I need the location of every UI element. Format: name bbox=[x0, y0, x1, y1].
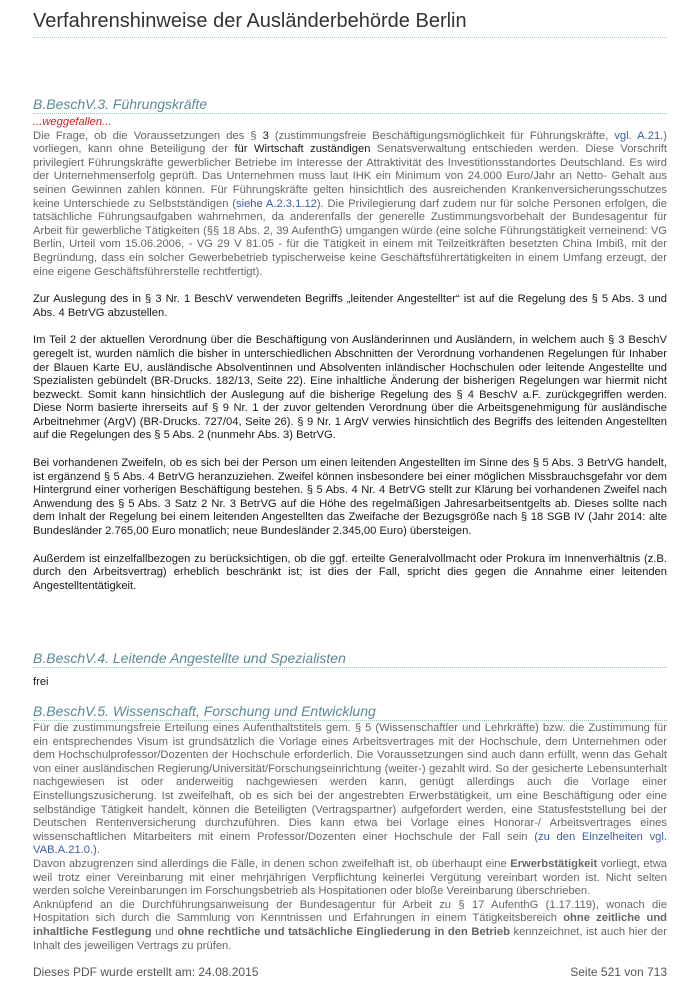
reference-link-a21[interactable]: vgl. A.21. bbox=[614, 129, 664, 142]
footer-created-date: Dieses PDF wurde erstellt am: 24.08.2015 bbox=[33, 965, 259, 979]
section-body-fuehrungskraefte bbox=[33, 116, 667, 593]
section-title-fuehrungskraefte: B.BeschV.3. Führungskräfte bbox=[33, 96, 667, 114]
section-title-leitende-angestellte: B.BeschV.4. Leitende Angestellte und Spezialisten bbox=[33, 650, 667, 668]
page-header: Verfahrenshinweise der Ausländerbehörde Berlin bbox=[33, 10, 667, 38]
paragraph-1: Für die zustimmungsfreie Erteilung eines Aufenthaltstitels gem. § 5 (Wissenschaftler und Lehrkräfte) bzw. die Zustimmung für ein entsprechendes Visum ist grundsätzlich die Vorlage eines Arbeitsvertrages mit der Hochschule, dem Unternehmen oder dem Hochschulprofessor/Dozenten der Hochschule erforderlich. Die Voraussetzungen sind auch dann erfüllt, wenn das Gehalt von einer ausländischen Regierung/Universität/Forschungseinrichtung (weiter-) gezahlt wird. So der gesicherte Lebensunterhalt nachgewiesen ist oder anderweitig nachgewiesen werden kann, genügt allerdings auch die Vorlage einer Einstellungszusicherung. Ist zweifelhaft, ob es sich bei der angestrebten Erwerbstätigkeit, um eine Beschäftigung oder eine selbständige Tätigkeit handelt, können die Beteiligten (Vertragspartner) aufgefordert werden, eine Statusfeststellung bei der Deutschen Rentenversicherung durchzuführen. Dies kann etwa bei Vorlage eines Honorar-/ Arbeitsvertrages eines wissenschaftlichen Mitarbeiters mit einem Professor/Dozenten einer Hochschule der Fall sein (zu den Einzelheiten vgl. VAB.A.21.0.). bbox=[33, 722, 667, 857]
reference-link-vab-a21[interactable]: (zu den Einzelheiten vgl. VAB.A.21.0.). bbox=[33, 830, 667, 857]
paragraph-5: Außerdem ist einzelfallbezogen zu berücksichtigen, ob die ggf. erteilte Generalvollmacht oder Prokura im Innenverhältnis (z.B. durch den Arbeitsvertrag) erheblich beschränkt ist; ist dies der Fall, spricht dies gegen die Annahme einer leitenden Angestelltentätigkeit. bbox=[33, 552, 667, 592]
paragraph-2: Davon abzugrenzen sind allerdings die Fälle, in denen schon zweifelhaft ist, ob überhaupt eine Erwerbstätigkeit vorliegt, etwa weil trotz einer Vereinbarung mit einer mehrjährigen Verpflichtung keinerlei Vergütung vereinbart worden ist. Nicht selten werden solche Vereinbarungen im Forschungsbetrieb als Hospitationen oder bloße Vereinbarung überschrieben. bbox=[33, 857, 667, 898]
footer-page-number: Seite 521 von 713 bbox=[570, 965, 667, 979]
section-body-wissenschaft bbox=[33, 722, 667, 953]
paragraph-1: Die Frage, ob die Voraussetzungen des § 3 (zustimmungsfreie Beschäftigungsmöglichkeit für Führungskräfte, vgl. A.21.) vorliegen, kann ohne Beteiligung der für Wirtschaft zuständigen Senatsverwaltung entschieden werden. Diese Vorschrift privilegiert Führungskräfte gewerblicher Betriebe im Interesse der Attraktivität des Investitionsstandortes Deutschland. Es wird der Unternehmenserfolg geprüft. Das Unternehmen muss laut IHK ein Minimum von 24.000 Euro/Jahr an Netto- Gehalt aus seinen Gewinnen zahlen können. Für Führungskräfte gelten hinsichtlich des ausreichenden Krankenversicherungsschutzes keine Unterschiede zu Selbstständigen (siehe A.2.3.1.12). Die Privilegierung darf zudem nur für solche Personen erfolgen, die tatsächliche Führungsaufgaben wahrnehmen, da anderenfalls der generelle Zustimmungsvorbehalt der Bundesagentur für Arbeit für gewerbliche Tätigkeiten (§§ 18 Abs. 2, 39 AufenthG) umgangen würde (eine solche Führungstätigkeit verneinend: VG Berlin, Urteil vom 15.06.2006, - VG 29 V 81.05 - für die Tätigkeit in einem mit Teilzeitkräften besetzten China Imbiß, mit der Begründung, dass ein solcher Gewerbebetrieb typischerweise keine Geschäftsführertätigkeiten in einem Umfang erzeugt, der eine eigene Geschäftsführerstelle rechtfertigt). bbox=[33, 129, 668, 278]
removed-note: ...weggefallen... bbox=[33, 116, 112, 128]
paragraph-4: Bei vorhandenen Zweifeln, ob es sich bei der Person um einen leitenden Angestellten im Sinne des § 5 Abs. 3 BetrVG handelt, ist ergänzend § 5 Abs. 4 BetrVG heranzuziehen. Zweifel können insbesondere bei einer möglichen Missbrauchsgefahr vor dem Hintergrund einer vorherigen Beschäftigung bestehen. § 5 Abs. 4 Nr. 4 BetrVG stellt zur Klärung bei vorhandenen Zweifel nach Anwendung des § 5 Abs. 3 Satz 2 Nr. 3 BetrVG auf die Höhe des regelmäßigen Jahresarbeitsentgelts ab. Dieses sollte nach dem Inhalt der Regelung bei einem leitenden Angestellten das Zweifache der Bezugsgröße nach § 18 SGB IV (Jahr 2014: alte Bundesländer 2.765,00 Euro monatlich; neue Bundesländer 2.345,00 Euro) übersteigen. bbox=[33, 457, 667, 538]
section-body-leitende-angestellte: frei bbox=[33, 676, 49, 688]
reference-link-a2-3-1-12[interactable]: siehe A.2.3.1.12 bbox=[235, 197, 317, 210]
paragraph-2: Zur Auslegung des in § 3 Nr. 1 BeschV verwendeten Begriffs „leitender Angestellter“ ist auf die Regelung des § 5 Abs. 3 und Abs. 4 BetrVG abzustellen. bbox=[33, 293, 667, 319]
paragraph-3: Im Teil 2 der aktuellen Verordnung über die Beschäftigung von Ausländerinnen und Ausländern, in welchem auch § 3 BeschV geregelt ist, wurden nämlich die bisher in unterschiedlichen Abschnitten der Verordnung vorhandenen Regelungen für Inhaber der Blauen Karte EU, ausländische Absolventinnen und Absolventen inländischer Hochschulen oder leitende Angestellte und Spezialisten gebündelt (BR-Drucks. 182/13, Seite 22). Eine inhaltliche Änderung der bisherigen Regelungen war hiermit nicht bezweckt. Somit kann hinsichtlich der Auslegung auf die bisherige Regelung des § 4 BeschV a.F. zurückgegriffen werden. Diese Norm basierte ihrerseits auf § 9 Nr. 1 der zuvor geltenden Verordnung über die Arbeitsgenehmigung für ausländische Arbeitnehmer (ArgV) (BR-Drucks. 727/04, Seite 26). § 9 Nr. 1 ArgV verwies hinsichtlich des Begriffs des leitenden Angestellten auf die Regelungen des § 5 Abs. 2 (nunmehr Abs. 3) BetrVG. bbox=[33, 334, 667, 442]
section-title-wissenschaft: B.BeschV.5. Wissenschaft, Forschung und Entwicklung bbox=[33, 703, 667, 721]
paragraph-3: Anknüpfend an die Durchführungsanweisung der Bundesagentur für Arbeit zu § 17 AufenthG (1.17.119), wonach die Hospitation sich durch die Sammlung von Kenntnissen und Erfahrungen in einem Tätigkeitsbereich ohne zeitliche und inhaltliche Festlegung und ohne rechtliche und tatsächliche Eingliederung in den Betrieb kennzeichnet, ist auch hier der Inhalt des jeweiligen Vertrags zu prüfen. bbox=[33, 898, 667, 952]
